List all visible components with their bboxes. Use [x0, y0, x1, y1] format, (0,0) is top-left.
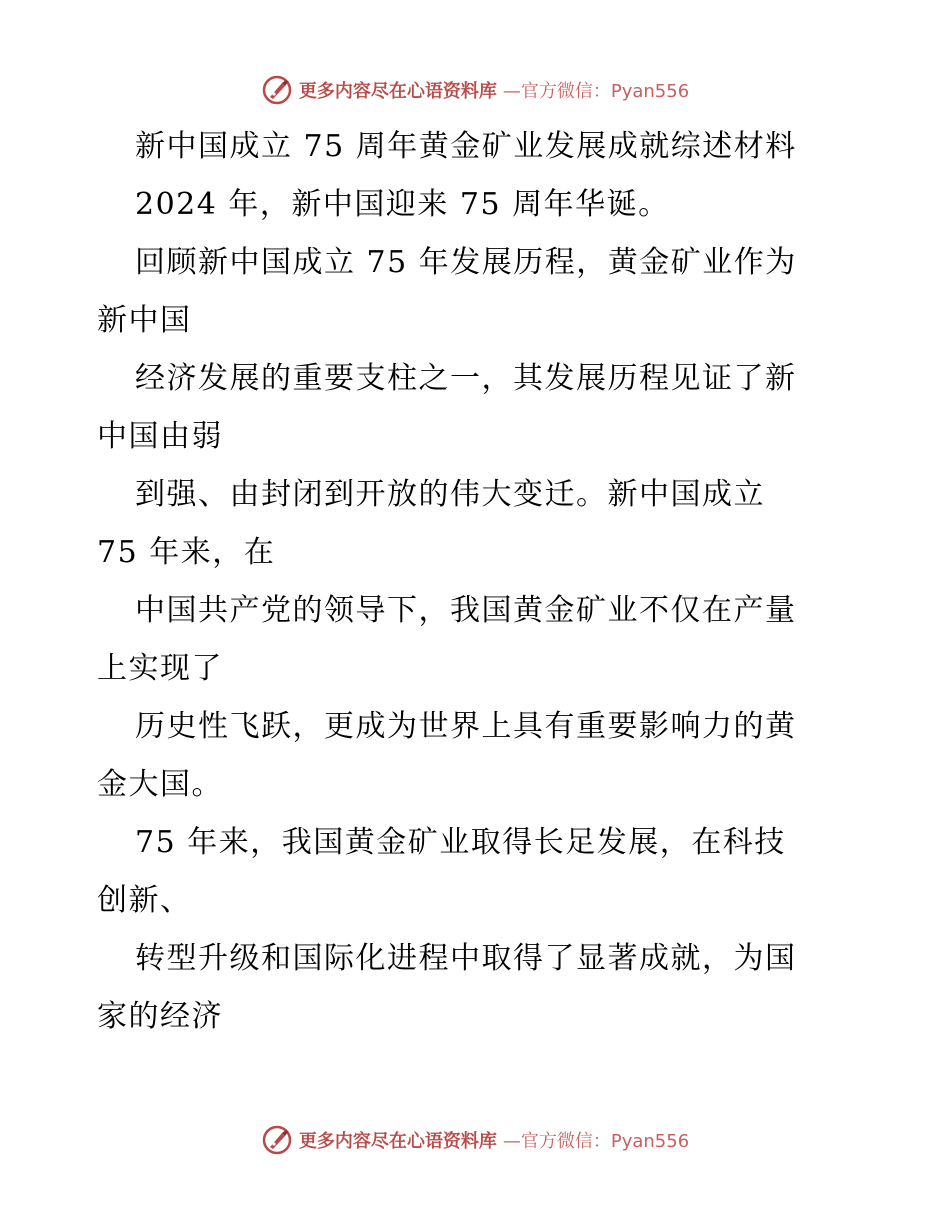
- pen-nib-circle-logo-icon: [261, 1124, 293, 1156]
- text-line: 新中国成立 75 周年黄金矿业发展成就综述材料: [135, 129, 797, 164]
- text-line: 回顾新中国成立 75 年发展历程，黄金矿业作为: [135, 245, 797, 280]
- text-line: 转型升级和国际化进程中取得了显著成就，为国: [135, 941, 797, 976]
- text-line: 创新、: [97, 883, 192, 918]
- document-body: [97, 118, 857, 1046]
- text-line: 中国共产党的领导下，我国黄金矿业不仅在产量: [135, 593, 797, 628]
- text-line: 经济发展的重要支柱之一，其发展历程见证了新: [135, 361, 797, 396]
- text-line: 新中国: [97, 303, 192, 338]
- watermark-text: 更多内容尽在心语资料库: [298, 1131, 497, 1152]
- watermark-contact: —官方微信：Pyan556: [502, 1131, 690, 1152]
- pen-nib-circle-logo-icon: [261, 74, 293, 106]
- text-line: 历史性飞跃，更成为世界上具有重要影响力的黄: [135, 709, 797, 744]
- watermark-text: 更多内容尽在心语资料库: [298, 81, 497, 102]
- text-line: 2024 年，新中国迎来 75 周年华诞。: [135, 187, 670, 222]
- footer-watermark: [0, 1122, 950, 1158]
- text-line: 上实现了: [97, 651, 223, 686]
- text-line: 到强、由封闭到开放的伟大变迁。新中国成立: [135, 477, 765, 512]
- text-line: 75 年来，在: [97, 535, 276, 570]
- text-line: 中国由弱: [97, 419, 223, 454]
- text-line: 75 年来，我国黄金矿业取得长足发展，在科技: [135, 825, 786, 860]
- header-watermark: [0, 72, 950, 108]
- watermark-contact: —官方微信：Pyan556: [502, 81, 690, 102]
- text-line: 家的经济: [97, 999, 223, 1034]
- text-line: 金大国。: [97, 767, 223, 802]
